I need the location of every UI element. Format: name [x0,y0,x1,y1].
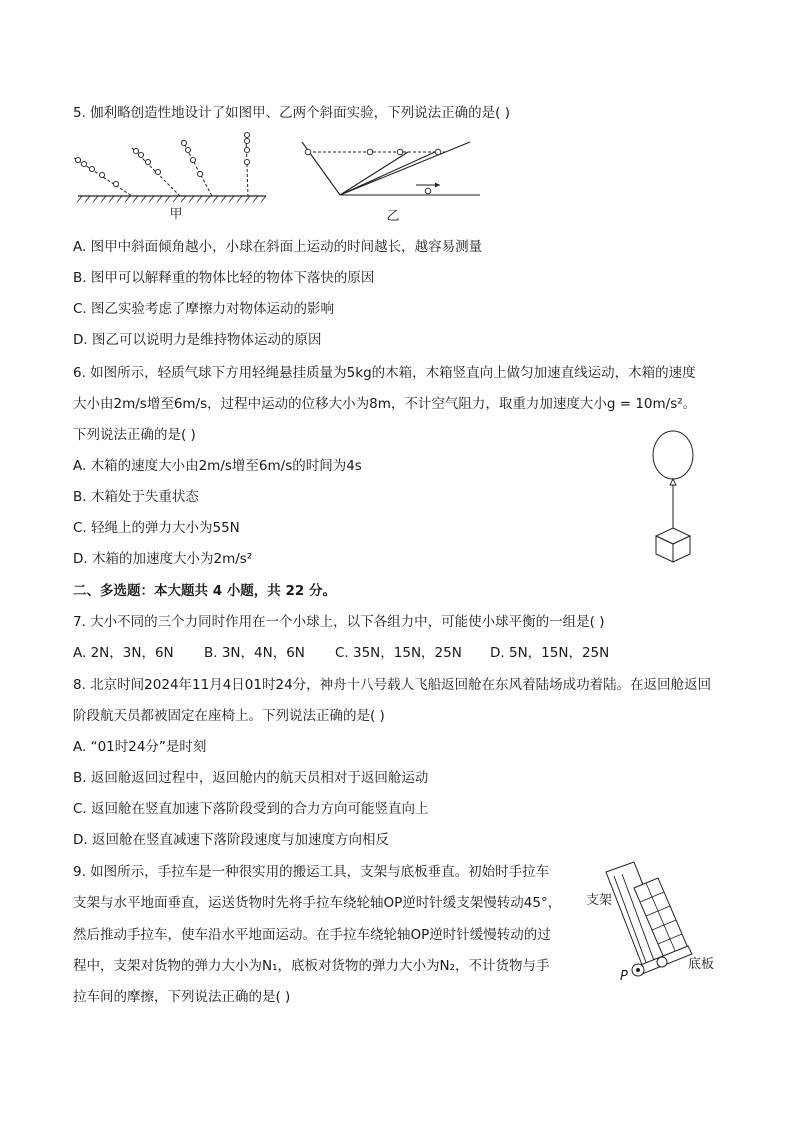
q9-stem-line-3: 然后推动手拉车，使车沿水平地面运动。在手拉车绕轮轴OP逆时针缓慢转动的过 [73,927,551,943]
q7-option-b: B. 3N，4N，6N [204,645,305,661]
q8-option-a: A. “01时24分”是时刻 [73,739,207,755]
q5-fig-yi-label: 乙 [386,209,400,224]
q8-option-d: D. 返回舱在竖直减速下落阶段速度与加速度方向相反 [73,832,389,848]
section-2-heading: 二、多选题：本大题共 4 小题，共 22 分。 [73,583,336,599]
q5-option-a: A. 图甲中斜面倾角越小，小球在斜面上运动的时间越长，越容易测量 [73,239,483,255]
q5-fig-jia-label: 甲 [169,207,183,222]
q6-option-b: B. 木箱处于失重状态 [73,489,199,505]
q7-stem: 7. 大小不同的三个力同时作用在一个小球上，以下各组力中，可能使小球平衡的一组是( ) [73,614,605,630]
q7-option-d: D. 5N，15N，25N [490,645,610,661]
q7-option-a: A. 2N，3N，6N [73,645,174,661]
q6-balloon-figure [648,428,698,564]
q9-fig-label-base: 底板 [688,957,715,972]
q9-stem-line-2: 支架与水平地面垂直，运送货物时先将手拉车绕轮轴OP逆时针缓支架慢转动45°， [73,895,562,911]
q6-option-c: C. 轻绳上的弹力大小为55N [73,520,240,536]
q9-handcart-figure [582,858,722,988]
q9-stem-line-4: 程中，支架对货物的弹力大小为N₁，底板对货物的弹力大小为N₂，不计货物与手 [73,958,550,974]
q6-stem-line-2: 大小由2m/s增至6m/s，过程中运动的位移大小为8m，不计空气阻力，取重力加速度大小g = 10m/s²。 [73,396,697,412]
q8-stem-line-1: 8. 北京时间2024年11月4日01时24分，神舟十八号载人飞船返回舱在东风着陆场成功着陆。在返回舱返回 [73,677,712,693]
q5-stem: 5. 伽利略创造性地设计了如图甲、乙两个斜面实验，下列说法正确的是( ) [73,105,510,121]
q8-option-b: B. 返回舱返回过程中，返回舱内的航天员相对于返回舱运动 [73,770,429,786]
q5-figure-yi [290,130,490,225]
q6-option-a: A. 木箱的速度大小由2m/s增至6m/s的时间为4s [73,458,362,474]
q6-option-d: D. 木箱的加速度大小为2m/s² [73,551,253,567]
q8-stem-line-2: 阶段航天员都被固定在座椅上。下列说法正确的是( ) [73,708,385,724]
q7-options [73,643,609,663]
q6-stem-line-1: 6. 如图所示，轻质气球下方用轻绳悬挂质量为5kg的木箱，木箱竖直向上做匀加速直线运动，木箱的速度 [73,365,696,381]
q9-fig-label-p: P [620,969,628,984]
q5-figure-jia [72,128,272,223]
q6-stem-line-3: 下列说法正确的是( ) [73,427,196,443]
q9-stem-line-1: 9. 如图所示，手拉车是一种很实用的搬运工具，支架与底板垂直。初始时手拉车 [73,864,550,880]
q5-option-c: C. 图乙实验考虑了摩擦力对物体运动的影响 [73,301,335,317]
q5-option-b: B. 图甲可以解释重的物体比轻的物体下落快的原因 [73,270,375,286]
q8-option-c: C. 返回舱在竖直加速下落阶段受到的合力方向可能竖直向上 [73,801,429,817]
q7-option-c: C. 35N，15N，25N [335,645,462,661]
q9-stem-line-5: 拉车间的摩擦，下列说法正确的是( ) [73,989,291,1005]
q5-option-d: D. 图乙可以说明力是维持物体运动的原因 [73,332,322,348]
q9-fig-label-frame: 支架 [586,893,613,908]
